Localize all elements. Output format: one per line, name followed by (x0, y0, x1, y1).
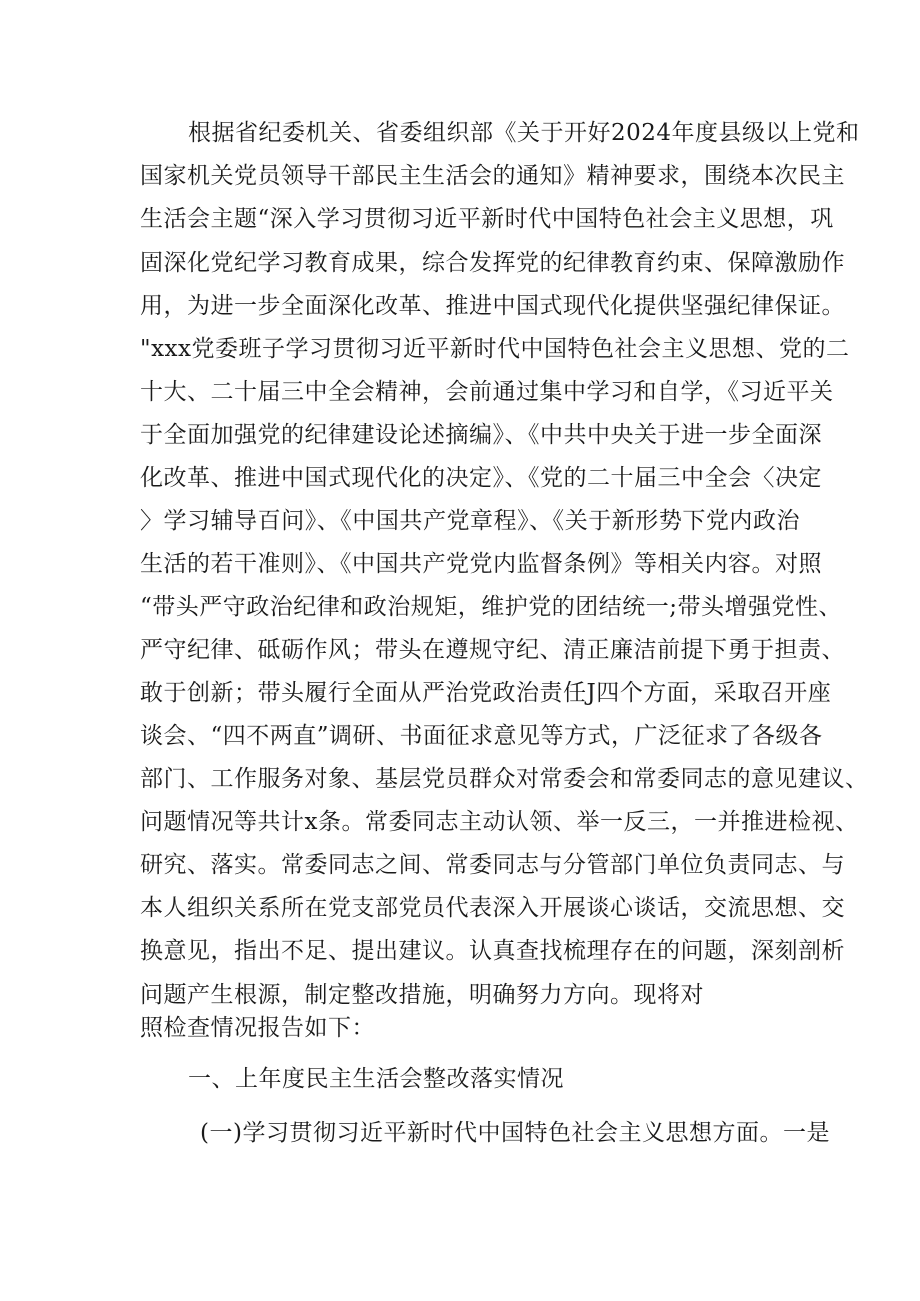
paragraph-line: 敢于创新；带头履行全面从严治党政治责任J四个方面，采取召开座 (140, 680, 832, 706)
paragraph-line: 问题产生根源，制定整改措施，明确努力方向。现将对 (140, 982, 704, 1008)
paragraph-line: 本人组织关系所在党支部党员代表深入开展谈心谈话，交流思想、交 (140, 895, 845, 921)
paragraph-line: 用，为进一步全面深化改革、推进中国式现代化提供坚强纪律保证。 (140, 293, 845, 319)
paragraph-line: 生活的若干准则》、《中国共产党党内监督条例》等相关内容。对照 (140, 551, 822, 577)
paragraph-line: 化改革、推进中国式现代化的决定》、《党的二十届三中全会〈决定 (140, 465, 822, 491)
section-heading: 一、上年度民主生活会整改落实情况 (188, 1066, 564, 1092)
paragraph-line: “带头严守政治纪律和政治规矩，维护党的团结统一;带头增强党性、 (140, 594, 843, 620)
paragraph-line: 根据省纪委机关、省委组织部《关于开好2024年度县级以上党和 (188, 120, 860, 146)
paragraph-line: 照检查情况报告如下： (140, 1015, 375, 1041)
paragraph-line: "xxx党委班子学习贯彻习近平新时代中国特色社会主义思想、党的二 (140, 336, 850, 362)
paragraph-line: 换意见，指出不足、提出建议。认真查找梳理存在的问题，深刻剖析 (140, 938, 845, 964)
paragraph-line: 生活会主题“深入学习贯彻习近平新时代中国特色社会主义思想，巩 (140, 206, 834, 232)
paragraph-line: 部门、工作服务对象、基层党员群众对常委会和常委同志的意见建议、 (140, 766, 869, 792)
paragraph-line: 问题情况等共计x条。常委同志主动认领、举一反三，一并推进检视、 (140, 809, 859, 835)
paragraph-line: 十大、二十届三中全会精神，会前通过集中学习和自学，《习近平关 (140, 379, 834, 405)
paragraph-line: 于全面加强党的纪律建设论述摘编》、《中共中央关于进一步全面深 (140, 422, 822, 448)
paragraph-line: 研究、落实。常委同志之间、常委同志与分管部门单位负责同志、与 (140, 852, 845, 878)
paragraph-line: 国家机关党员领导干部民主生活会的通知》精神要求，围绕本次民主 (140, 163, 845, 189)
paragraph-line: 〉学习辅导百问》、《中国共产党章程》、《关于新形势下党内政治 (140, 508, 800, 534)
paragraph-line: 谈会、“四不两直”调研、书面征求意见等方式，广泛征求了各级各 (140, 723, 823, 749)
paragraph-line: 严守纪律、砥砺作风；带头在遵规守纪、清正廉洁前提下勇于担责、 (140, 637, 845, 663)
paragraph-line: 固深化党纪学习教育成果，综合发挥党的纪律教育约束、保障激励作 (140, 250, 845, 276)
subsection-heading: (一)学习贯彻习近平新时代中国特色社会主义思想方面。一是 (200, 1120, 830, 1146)
